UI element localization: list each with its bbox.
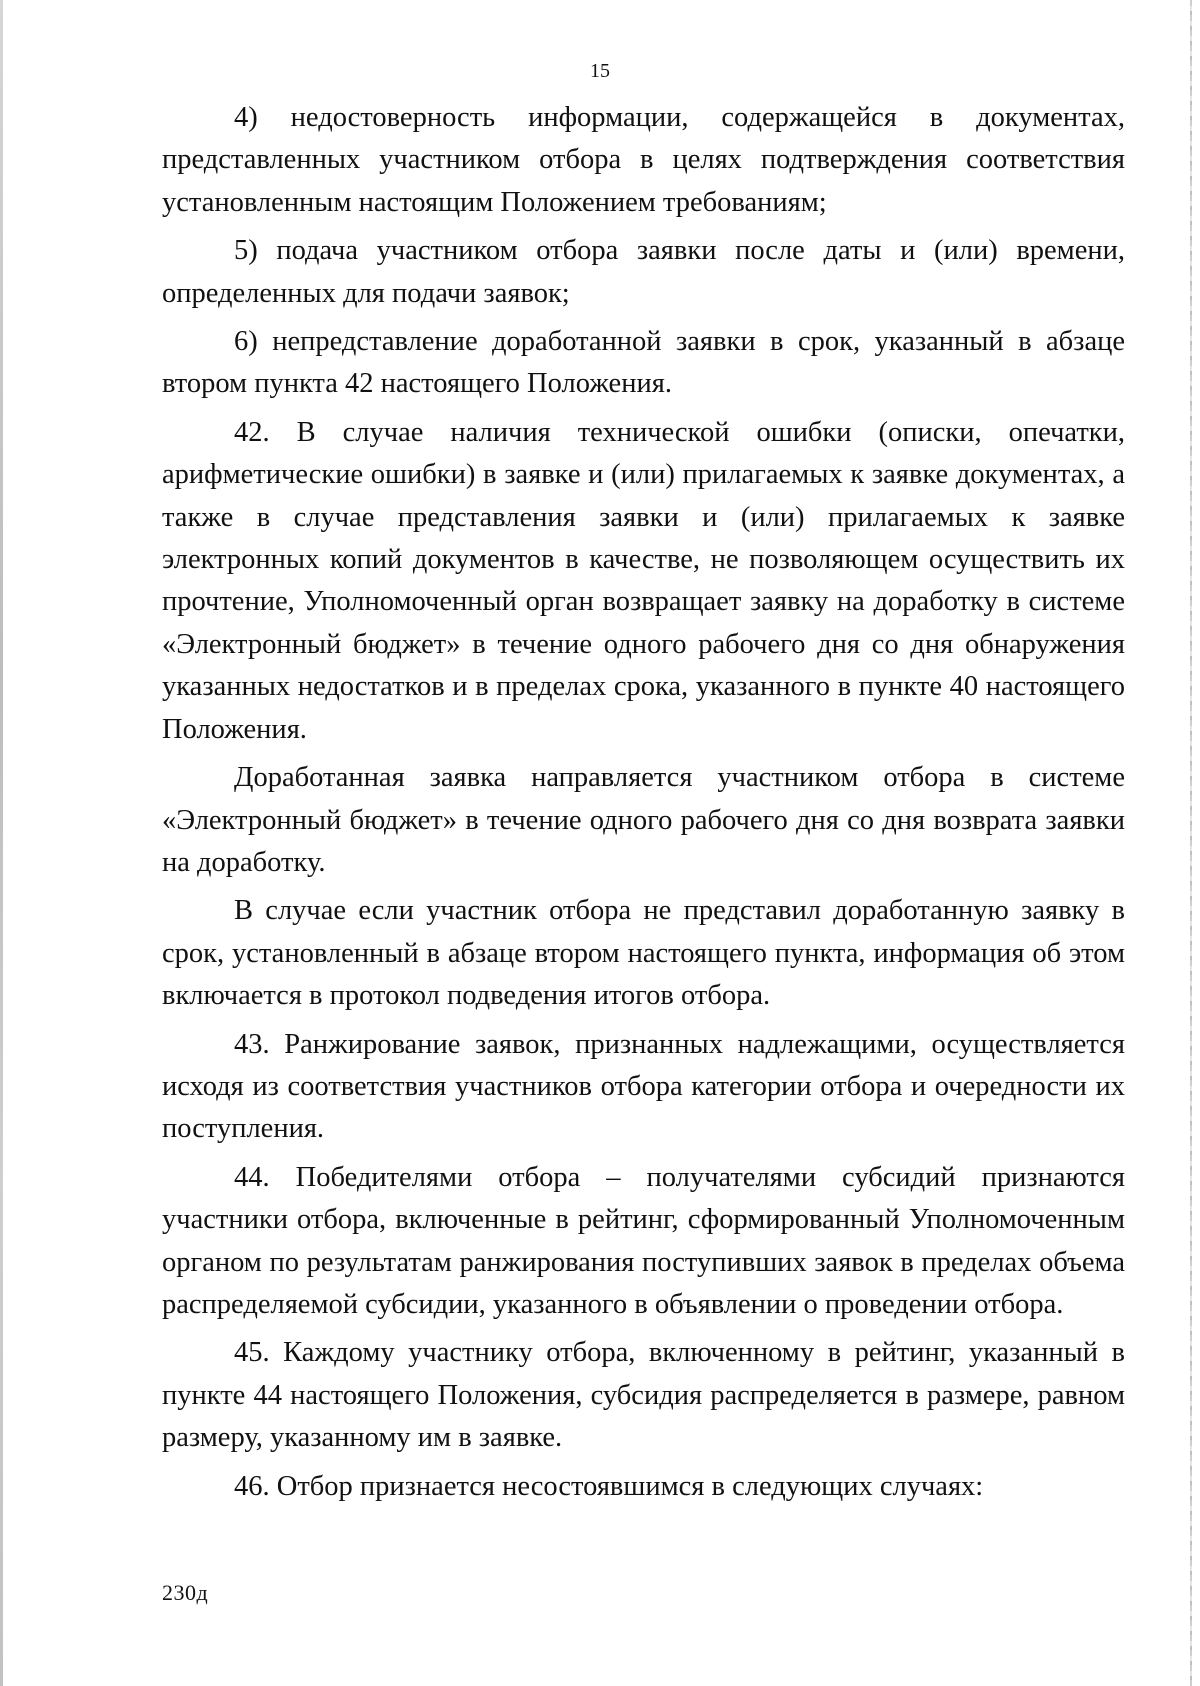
paragraph-clause-42: 42. В случае наличия технической ошибки (описки, опечатки, арифметические ошибки) в заявке и (или) прилагаемых к заявке документах, а также в случае представления заявки и (или) прилагаемых к заявке электронных копий документов в качестве, не позволяющем осуществить их прочтение, Уполномоченный орган возвращает заявку на доработку в системе «Электронный бюджет» в течение одного рабочего дня со дня обнаружения указанных недостатков и в пределах срока, указанного в пункте 40 настоящего Положения. — [162, 416, 1125, 745]
paragraph-clause-42-third: В случае если участник отбора не представил доработанную заявку в срок, установленный в абзаце втором настоящего пункта, информация об этом включается в протокол подведения итогов отбора. — [162, 895, 1125, 1012]
scan-edge-right — [1190, 0, 1192, 1686]
paragraph-clause-45: 45. Каждому участнику отбора, включенному в рейтинг, указанный в пункте 44 настоящего Положения, субсидия распределяется в размере, равном размеру, указанному им в заявке. — [162, 1337, 1125, 1454]
paragraph-clause-43: 43. Ранжирование заявок, признанных надлежащими, осуществляется исходя из соответствия участников отбора категории отбора и очередности их поступления. — [162, 1028, 1125, 1145]
page-number: 15 — [590, 60, 610, 82]
scan-edge-left — [0, 0, 3, 1686]
paragraph-clause-44: 44. Победителями отбора – получателями субсидий признаются участники отбора, включенные в рейтинг, сформированный Уполномоченным органом по результатам ранжирования поступивших заявок в пределах объема распределяемой субсидии, указанного в объявлении о проведении отбора. — [162, 1161, 1125, 1320]
paragraph-clause-42-second: Доработанная заявка направляется участником отбора в системе «Электронный бюджет» в течение одного рабочего дня со дня возврата заявки на доработку. — [162, 762, 1125, 878]
paragraph-item-4: 4) недостоверность информации, содержащейся в документах, представленных участником отбора в целях подтверждения соответствия установленным настоящим Положением требованиям; — [162, 102, 1125, 218]
paragraph-clause-46: 46. Отбор признается несостоявшимся в следующих случаях: — [234, 1470, 984, 1502]
paragraph-item-5: 5) подача участником отбора заявки после даты и (или) времени, определенных для подачи заявок; — [162, 235, 1125, 309]
document-body — [162, 97, 1125, 1508]
footer-document-code: 230д — [162, 1580, 209, 1605]
paragraph-item-6: 6) непредставление доработанной заявки в срок, указанный в абзаце втором пункта 42 настоящего Положения. — [162, 326, 1125, 400]
